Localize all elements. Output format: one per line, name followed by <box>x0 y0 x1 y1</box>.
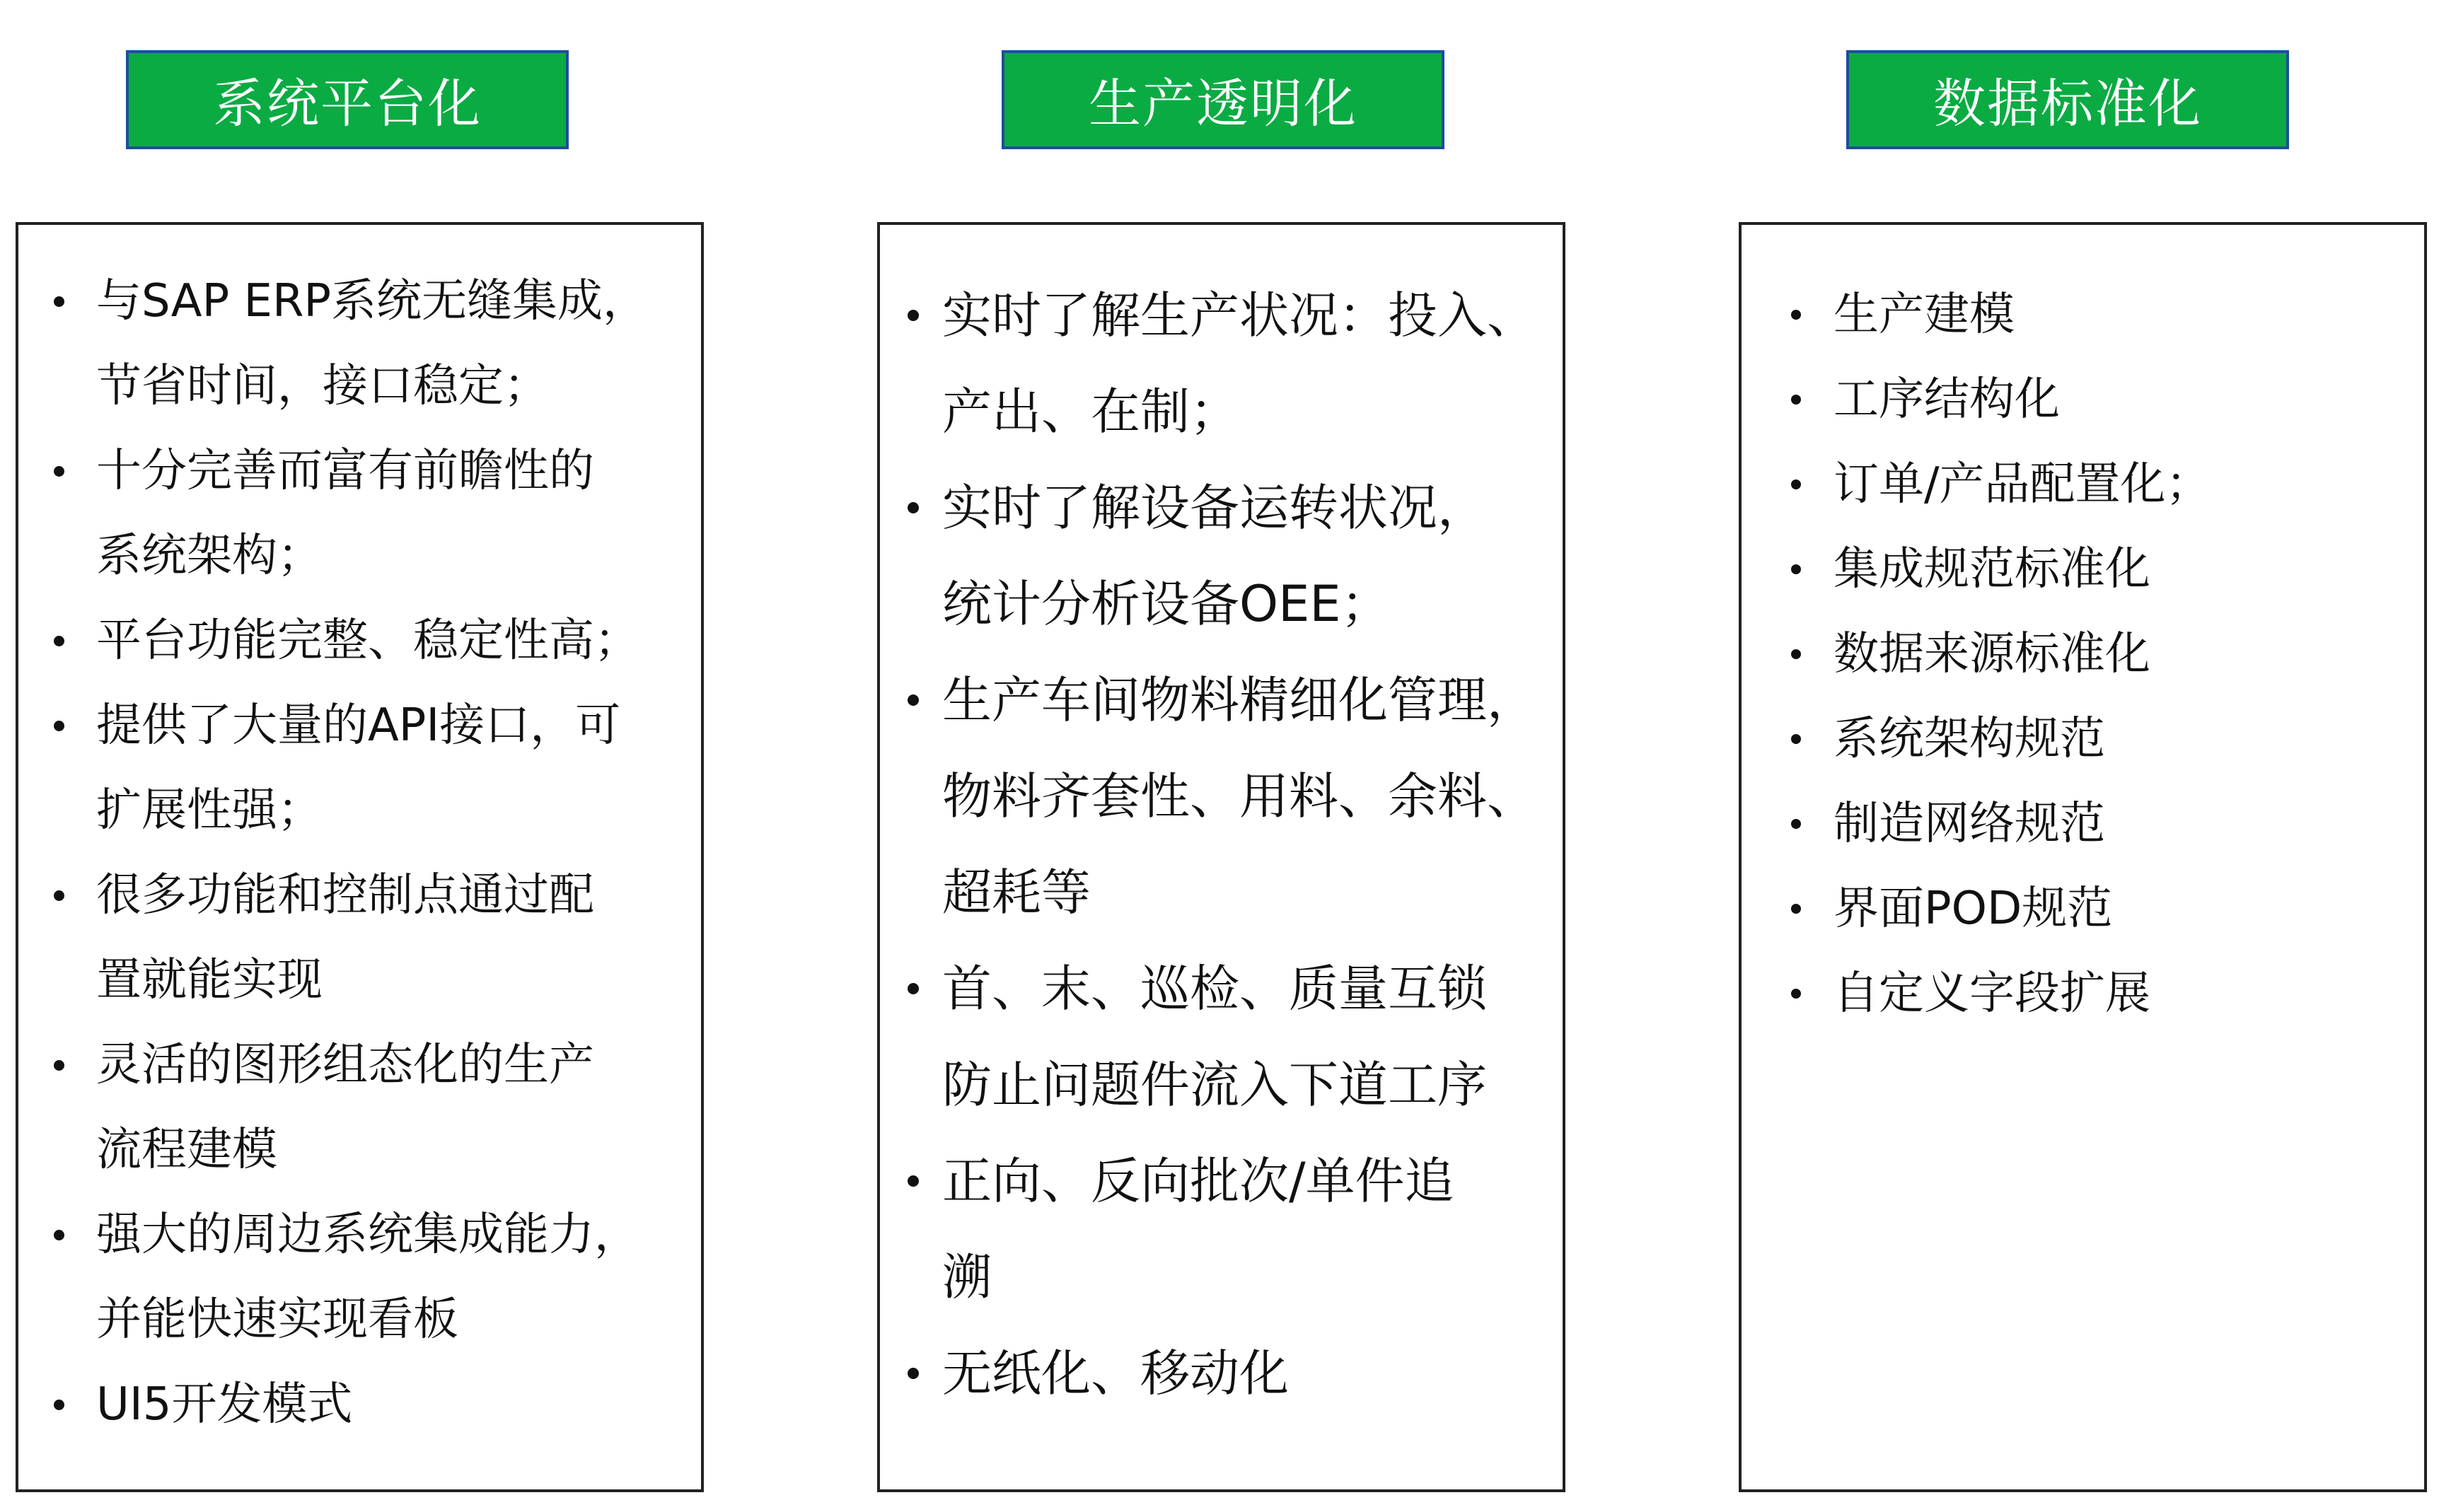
list-item-line: 无纸化、移动化 <box>942 1344 1289 1402</box>
list-item-line: 订单/产品配置化； <box>1833 458 2211 511</box>
list-item <box>942 1133 1563 1325</box>
bullet-dot-icon <box>1791 395 1801 405</box>
list-item-line: 系统架构； <box>96 530 323 582</box>
list-item-line: 灵活的图形组态化的生产 <box>96 1039 594 1091</box>
panel-system-platform <box>16 222 704 1492</box>
bullet-dot-icon <box>54 296 64 307</box>
list-item <box>942 652 1563 941</box>
list-item <box>1833 951 2424 1036</box>
bullet-dot-icon <box>908 310 919 321</box>
bullet-dot-icon <box>1791 989 1801 999</box>
list-item-line: 十分完善而富有前瞻性的 <box>96 445 594 497</box>
list-item <box>1833 442 2424 527</box>
bullet-dot-icon <box>1791 310 1801 320</box>
list-item <box>942 460 1563 652</box>
list-item-line: 产出、在制； <box>942 383 1239 441</box>
list-item-line: 流程建模 <box>96 1124 277 1176</box>
list-item-line: 数据来源标准化 <box>1833 628 2150 680</box>
list-item <box>96 683 701 853</box>
bullet-dot-icon <box>1791 904 1801 914</box>
bullet-dot-icon <box>54 636 64 646</box>
list-item <box>96 259 701 429</box>
bullet-dot-icon <box>54 890 64 901</box>
list-item-line: 很多功能和控制点通过配 <box>96 869 594 921</box>
list-item-line: 平台功能完整、稳定性高； <box>96 615 639 667</box>
panel-data-standardization <box>1739 222 2427 1492</box>
bullet-list <box>1742 225 2424 1036</box>
list-item <box>1833 866 2424 951</box>
header-title: 系统平台化 <box>213 74 482 134</box>
list-item-line: 工序结构化 <box>1833 373 2060 426</box>
header-system-platform <box>126 50 569 149</box>
header-data-standardization <box>1846 50 2289 149</box>
bullet-dot-icon <box>1791 564 1801 574</box>
bullet-dot-icon <box>908 502 919 513</box>
list-item-line: 制造网络规范 <box>1833 798 2105 850</box>
list-item <box>1833 272 2424 357</box>
bullet-dot-icon <box>908 694 919 706</box>
list-item-line: 系统架构规范 <box>1833 713 2105 765</box>
bullet-dot-icon <box>1791 819 1801 829</box>
bullet-dot-icon <box>54 1400 64 1410</box>
list-item <box>96 853 701 1023</box>
list-item <box>942 267 1563 460</box>
bullet-dot-icon <box>908 1368 919 1379</box>
list-item-line: 强大的周边系统集成能力， <box>96 1209 639 1261</box>
header-title: 数据标准化 <box>1933 74 2202 134</box>
list-item <box>96 598 701 683</box>
list-item-line: 统计分析设备OEE； <box>942 575 1391 633</box>
list-item-line: 集成规范标准化 <box>1833 543 2150 595</box>
header-production-transparency <box>1002 50 1444 149</box>
list-item <box>1833 697 2424 781</box>
list-item <box>96 1192 701 1362</box>
list-item <box>1833 781 2424 866</box>
list-item-line: 生产车间物料精细化管理， <box>942 671 1536 729</box>
bullet-list <box>18 225 701 1447</box>
header-title: 生产透明化 <box>1089 74 1357 134</box>
list-item-line: 扩展性强； <box>96 784 323 837</box>
bullet-dot-icon <box>908 983 919 994</box>
bullet-dot-icon <box>54 1230 64 1240</box>
list-item-line: 与SAP ERP系统无缝集成， <box>96 275 649 327</box>
list-item <box>96 1023 701 1192</box>
bullet-list <box>880 225 1563 1421</box>
list-item-line: 界面POD规范 <box>1833 883 2113 935</box>
list-item-line: 溯 <box>942 1248 992 1306</box>
list-item <box>942 1325 1563 1421</box>
list-item-line: 实时了解生产状况：投入、 <box>942 286 1536 344</box>
list-item-line: 物料齐套性、用料、余料、 <box>942 767 1536 825</box>
bullet-dot-icon <box>1791 649 1801 659</box>
list-item-line: 生产建模 <box>1833 289 2015 341</box>
bullet-dot-icon <box>1791 479 1801 489</box>
list-item-line: 正向、反向批次/单件追 <box>942 1152 1454 1210</box>
list-item-line: 置就能实现 <box>96 954 323 1006</box>
bullet-dot-icon <box>1791 734 1801 744</box>
list-item-line: 节省时间，接口稳定； <box>96 360 549 412</box>
list-item-line: 超耗等 <box>942 863 1091 921</box>
list-item-line: UI5开发模式 <box>96 1378 353 1431</box>
bullet-dot-icon <box>54 466 64 477</box>
panel-production-transparency <box>877 222 1565 1492</box>
bullet-dot-icon <box>908 1175 919 1187</box>
list-item-line: 防止问题件流入下道工序 <box>942 1056 1487 1114</box>
list-item <box>1833 357 2424 442</box>
list-item-line: 并能快速实现看板 <box>96 1293 458 1346</box>
list-item <box>96 429 701 598</box>
list-item <box>96 1362 701 1447</box>
list-item-line: 实时了解设备运转状况， <box>942 479 1487 537</box>
list-item-line: 自定义字段扩展 <box>1833 967 2150 1020</box>
bullet-dot-icon <box>54 721 64 731</box>
list-item-line: 提供了大量的API接口，可 <box>96 699 621 752</box>
list-item-line: 首、末、巡检、质量互锁 <box>942 960 1487 1018</box>
list-item <box>942 941 1563 1133</box>
bullet-dot-icon <box>54 1060 64 1071</box>
list-item <box>1833 527 2424 612</box>
list-item <box>1833 612 2424 697</box>
